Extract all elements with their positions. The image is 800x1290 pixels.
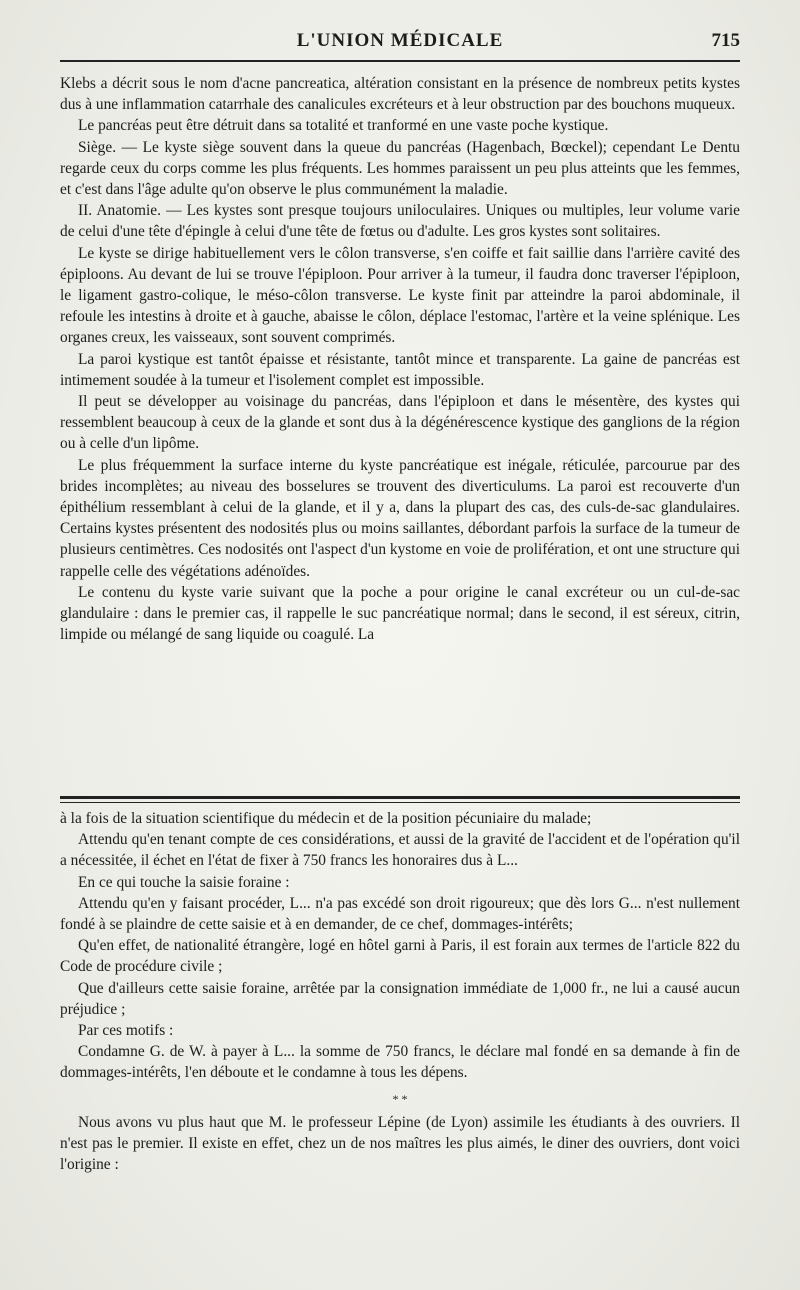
paragraph: Klebs a décrit sous le nom d'acne pancreatica, altération consistant en la présence de nombreux petits kystes dus à une inflammation catarrhale des canalicules excréteurs et à leur obstruction par des bouchons muqueux. — [60, 75, 740, 114]
paragraph: Le contenu du kyste varie suivant que la poche a pour origine le canal excréteur ou un cul-de-sac glandulaire : dans le premier cas, il rappelle le suc pancréatique normal; dans le second, il est séreux, citrin, limpide ou mélangé de sang liquide ou coagulé. La — [60, 583, 740, 644]
article-upper-section — [60, 73, 740, 645]
page-header — [60, 30, 740, 56]
paragraph: Siège. — Le kyste siège souvent dans la queue du pancréas (Hagenbach, Bœckel); cependant Le Dentu regarde ceux du corps comme les plus fréquents. Les hommes paraissent un peu plus atteints que les femmes, et c'est dans l'âge adulte qu'on observe le plus communément la maladie. — [60, 138, 740, 199]
header-rule — [60, 60, 740, 62]
paragraph: Le kyste se dirige habituellement vers le côlon transverse, s'en coiffe et fait saillie dans l'arrière cavité des épiploons. Au devant de lui se trouve l'épiploon. Pour arriver à la tumeur, il faudra donc traverser l'épiploon, le ligament gastro-colique, le méso-côlon transverse. Le kyste finit par atteindre la paroi abdominale, il refoule les intestins à droite et à gauche, abaisse le côlon, déplace l'estomac, l'artère et la veine splénique. Les organes creux, les vaisseaux, sont souvent comprimés. — [60, 244, 740, 347]
paragraph: En ce qui touche la saisie foraine : — [78, 873, 290, 891]
article-lower-section — [60, 808, 740, 1175]
page-number: 715 — [711, 30, 740, 51]
paragraph: Condamne G. de W. à payer à L... la somme de 750 francs, le déclare mal fondé en sa demande à fin de dommages-intérêts, l'en déboute et le condamne à tous les dépens. — [60, 1043, 740, 1082]
section-divider-thin — [60, 802, 740, 803]
paragraph: à la fois de la situation scientifique du médecin et de la position pécuniaire du malade; — [60, 810, 592, 827]
paragraph: Attendu qu'en tenant compte de ces considérations, et aussi de la gravité de l'accident et de l'opération qu'il a nécessitée, il échet en l'état de fixer à 750 francs les honoraires dus à L... — [60, 831, 740, 870]
closing-paragraph: Nous avons vu plus haut que M. le professeur Lépine (de Lyon) assimile les étudiants à des ouvriers. Il n'est pas le premier. Il existe en effet, chez un de nos maîtres les plus aimés, le diner des ouvriers, dont voici l'origine : — [60, 1113, 740, 1174]
section-divider-thick — [60, 796, 740, 799]
paragraph: Le pancréas peut être détruit dans sa totalité et tranformé en une vaste poche kystique. — [78, 117, 609, 135]
asterism-separator: * * — [392, 1091, 408, 1106]
paragraph: Il peut se développer au voisinage du pancréas, dans l'épiploon et dans le mésentère, des kystes qui ressemblent beaucoup à ceux de la glande et sont dus à la dégénérescence kystique des ganglions de la région ou à celle d'un lipôme. — [60, 393, 740, 453]
journal-title: L'UNION MÉDICALE — [296, 30, 504, 51]
paragraph: La paroi kystique est tantôt épaisse et résistante, tantôt mince et transparente. La gaine de pancréas est intimement soudée à la tumeur et l'isolement complet est impossible. — [60, 350, 740, 389]
paragraph: Que d'ailleurs cette saisie foraine, arrêtée par la consignation immédiate de 1,000 fr., ne lui a causé aucun préjudice ; — [60, 979, 740, 1018]
paragraph: Qu'en effet, de nationalité étrangère, logé en hôtel garni à Paris, il est forain aux termes de l'article 822 du Code de procédure civile ; — [60, 937, 740, 976]
paragraph: Attendu qu'en y faisant procéder, L... n'a pas excédé son droit rigoureux; que dès lors G... n'est nullement fondé à se plaindre de cette saisie et à en demander, de ce chef, dommages-intérêts; — [60, 894, 740, 934]
paragraph: II. Anatomie. — Les kystes sont presque toujours uniloculaires. Uniques ou multiples, leur volume varie de celui d'une tête d'épingle à celui d'une tête de fœtus ou d'adulte. Les gros kystes sont solitaires. — [60, 202, 740, 241]
paragraph: Par ces motifs : — [78, 1022, 174, 1040]
paragraph: Le plus fréquemment la surface interne du kyste pancréatique est inégale, réticulée, parcourue par des brides incomplètes; au niveau des bosselures se trouvent des diverticulums. La paroi est recouverte d'un épithélium ressemblant à celui de la glande, et il y a, dans la plupart des cas, des culs-de-sac glandulaires. Certains kystes présentent des nodosités plus ou moins saillantes, débordant parfois la surface de la tumeur de plusieurs centimètres. Ces nodosités ont l'aspect d'un kystome en voie de prolifération, et ont une structure qui rappelle celle des végétations adénoïdes. — [60, 456, 740, 580]
